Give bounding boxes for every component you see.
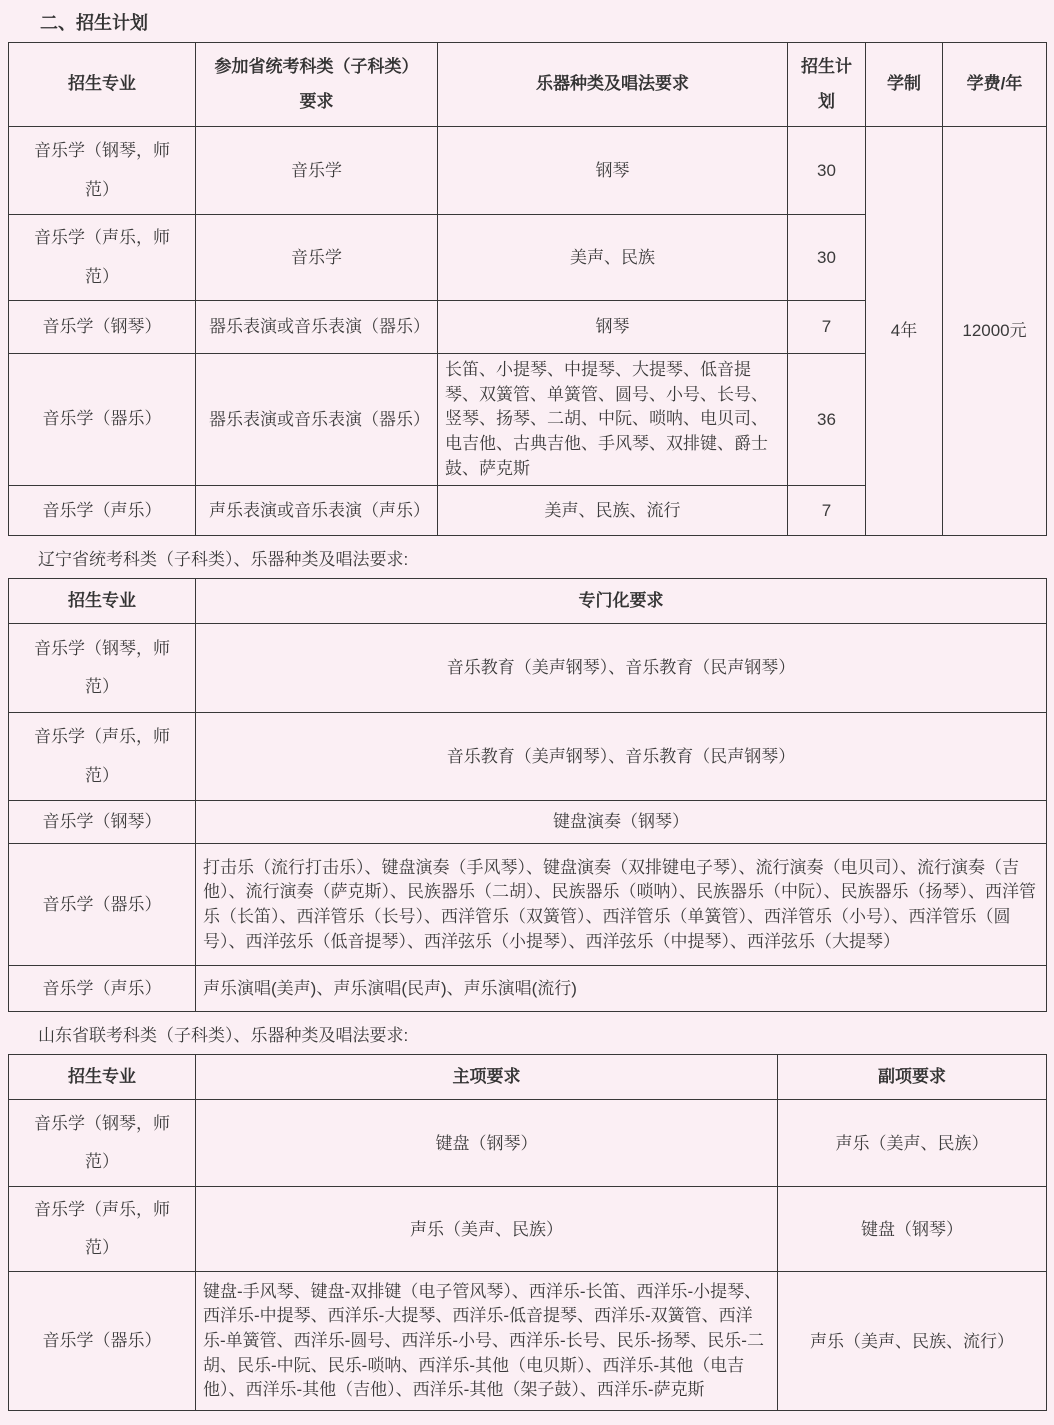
cell-instruments: 美声、民族、流行: [438, 486, 788, 536]
liaoning-requirements-table: [8, 578, 1047, 1012]
cell-instruments: 钢琴: [438, 127, 788, 215]
table-row: [9, 844, 1047, 966]
cell-plan: 7: [788, 301, 866, 354]
cell-major: 音乐学（钢琴，师范）: [9, 624, 196, 713]
note-liaoning: 辽宁省统考科类（子科类）、乐器种类及唱法要求:: [38, 550, 409, 570]
cell-instruments: 钢琴: [438, 301, 788, 354]
cell-tuition: 12000元: [943, 127, 1047, 536]
header-duration: 学制: [866, 43, 943, 127]
cell-requirement: 音乐教育（美声钢琴）、音乐教育（民声钢琴）: [196, 713, 1047, 801]
table-row: [9, 966, 1047, 1012]
cell-major: 音乐学（钢琴，师范）: [9, 1100, 196, 1187]
cell-plan: 7: [788, 486, 866, 536]
page-title: 二、招生计划: [40, 13, 148, 33]
header-requirement: 专门化要求: [196, 579, 1047, 624]
cell-primary: 声乐（美声、民族）: [196, 1187, 778, 1272]
cell-plan: 30: [788, 127, 866, 215]
cell-major: 音乐学（声乐）: [9, 966, 196, 1012]
cell-duration: 4年: [866, 127, 943, 536]
table-row: [9, 624, 1047, 713]
header-major: 招生专业: [9, 43, 196, 127]
header-instruments: 乐器种类及唱法要求: [438, 43, 788, 127]
cell-primary: 键盘（钢琴）: [196, 1100, 778, 1187]
cell-plan: 36: [788, 354, 866, 486]
header-major: 招生专业: [9, 579, 196, 624]
table-row: [9, 713, 1047, 801]
cell-major: 音乐学（声乐，师范）: [9, 713, 196, 801]
cell-category: 音乐学: [196, 215, 438, 301]
header-category: 参加省统考科类（子科类）要求: [196, 43, 438, 127]
cell-category: 声乐表演或音乐表演（声乐）: [196, 486, 438, 536]
cell-major: 音乐学（器乐）: [9, 354, 196, 486]
table-row: [9, 801, 1047, 844]
cell-major: 音乐学（器乐）: [9, 844, 196, 966]
cell-secondary: 声乐（美声、民族）: [778, 1100, 1047, 1187]
note-shandong: 山东省联考科类（子科类）、乐器种类及唱法要求:: [38, 1026, 409, 1046]
cell-category: 器乐表演或音乐表演（器乐）: [196, 301, 438, 354]
cell-instruments: 长笛、小提琴、中提琴、大提琴、低音提琴、双簧管、单簧管、圆号、小号、长号、竖琴、扬琴、二胡、中阮、唢呐、电贝司、电吉他、古典吉他、手风琴、双排键、爵士鼓、萨克斯: [438, 354, 788, 486]
cell-primary: 键盘-手风琴、键盘-双排键（电子管风琴）、西洋乐-长笛、西洋乐-小提琴、西洋乐-中提琴、西洋乐-大提琴、西洋乐-低音提琴、西洋乐-双簧管、西洋乐-单簧管、西洋乐-圆号、西洋乐-小号、西洋乐-长号、民乐-扬琴、民乐-二胡、民乐-中阮、民乐-唢呐、西洋乐-其他（电贝斯）、西洋乐-其他（电吉他）、西洋乐-其他（吉他）、西洋乐-其他（架子鼓）、西洋乐-萨克斯: [196, 1272, 778, 1411]
cell-instruments: 美声、民族: [438, 215, 788, 301]
table-row: [9, 1100, 1047, 1187]
cell-major: 音乐学（声乐）: [9, 486, 196, 536]
cell-secondary: 键盘（钢琴）: [778, 1187, 1047, 1272]
header-secondary: 副项要求: [778, 1055, 1047, 1100]
cell-major: 音乐学（声乐，师范）: [9, 215, 196, 301]
enrollment-plan-table: [8, 42, 1047, 536]
table-row: [9, 1187, 1047, 1272]
cell-major: 音乐学（钢琴，师范）: [9, 127, 196, 215]
enrollment-document: [0, 9, 1054, 1425]
cell-major: 音乐学（钢琴）: [9, 801, 196, 844]
cell-major: 音乐学（钢琴）: [9, 301, 196, 354]
table-header-row: [9, 1055, 1047, 1100]
shandong-requirements-table: [8, 1054, 1047, 1411]
header-major: 招生专业: [9, 1055, 196, 1100]
table-header-row: [9, 579, 1047, 624]
header-tuition: 学费/年: [943, 43, 1047, 127]
header-primary: 主项要求: [196, 1055, 778, 1100]
cell-plan: 30: [788, 215, 866, 301]
cell-category: 器乐表演或音乐表演（器乐）: [196, 354, 438, 486]
cell-major: 音乐学（声乐，师范）: [9, 1187, 196, 1272]
cell-major: 音乐学（器乐）: [9, 1272, 196, 1411]
table-header-row: [9, 43, 1047, 127]
header-plan: 招生计划: [788, 43, 866, 127]
table-row: [9, 1272, 1047, 1411]
cell-requirement: 声乐演唱(美声)、声乐演唱(民声)、声乐演唱(流行): [196, 966, 1047, 1012]
cell-secondary: 声乐（美声、民族、流行）: [778, 1272, 1047, 1411]
cell-requirement: 打击乐（流行打击乐）、键盘演奏（手风琴）、键盘演奏（双排键电子琴）、流行演奏（电贝司）、流行演奏（吉他）、流行演奏（萨克斯）、民族器乐（二胡）、民族器乐（唢呐）、民族器乐（中阮）、民族器乐（扬琴）、西洋管乐（长笛）、西洋管乐（长号）、西洋管乐（双簧管）、西洋管乐（单簧管）、西洋管乐（小号）、西洋管乐（圆号）、西洋弦乐（低音提琴）、西洋弦乐（小提琴）、西洋弦乐（中提琴）、西洋弦乐（大提琴）: [196, 844, 1047, 966]
table-row: [9, 127, 1047, 215]
cell-requirement: 音乐教育（美声钢琴）、音乐教育（民声钢琴）: [196, 624, 1047, 713]
cell-category: 音乐学: [196, 127, 438, 215]
cell-requirement: 键盘演奏（钢琴）: [196, 801, 1047, 844]
